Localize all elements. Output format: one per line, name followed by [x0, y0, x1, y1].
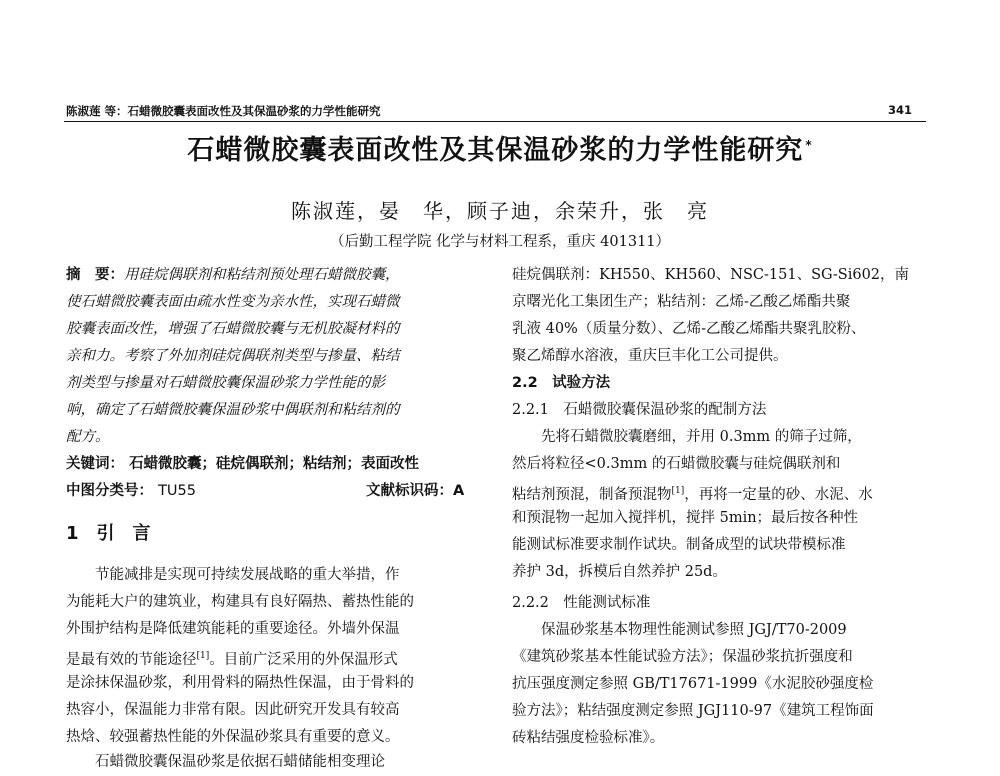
materials-line: 乳液 40%（质量分数）、乙烯-乙酸乙烯酯共聚乳胶粉、	[512, 321, 866, 337]
section-heading-introduction: 1 引 言	[66, 523, 151, 544]
intro-line: 节能减排是实现可持续发展战略的重大举措，作	[66, 567, 400, 583]
citation: [1]	[196, 651, 210, 661]
running-head: 陈淑莲 等：石蜡微胶囊表面改性及其保温砂浆的力学性能研究	[66, 104, 381, 118]
standards-line: 验方法》；粘结强度测定参照 JGJ110-97《建筑工程饰面	[512, 703, 874, 719]
abstract-line: 使石蜡微胶囊表面由疏水性变为亲水性，实现石蜡微	[66, 294, 400, 310]
materials-line: 硅烷偶联剂：KH550、KH560、NSC-151、SG-Si602，南	[512, 267, 910, 283]
abstract-label: 摘 要：	[66, 267, 124, 283]
prep-line: 和预混物一起加入搅拌机，搅拌 5min；最后按各种性	[512, 510, 859, 526]
intro-line: 是最有效的节能途径[1]。目前广泛采用的外保温形式	[66, 651, 398, 668]
section-heading-2-2-1: 2.2.1 石蜡微胶囊保温砂浆的配制方法	[512, 402, 767, 418]
standards-line: 砖粘结强度检验标准》。	[512, 730, 665, 746]
materials-line: 京曙光化工集团生产；粘结剂：乙烯-乙酸乙烯酯共聚	[512, 294, 851, 310]
intro-line: 为能耗大户的建筑业，构建具有良好隔热、蓄热性能的	[66, 594, 414, 610]
abstract-line: 剂类型与掺量对石蜡微胶囊保温砂浆力学性能的影	[66, 375, 385, 391]
affiliation: （后勤工程学院 化学与材料工程系，重庆 401311）	[329, 234, 671, 250]
prep-line: 先将石蜡微胶囊磨细，并用 0.3mm 的筛子过筛，	[512, 429, 862, 445]
standards-line: 保温砂浆基本物理性能测试参照 JGJ/T70-2009	[512, 622, 847, 638]
standards-line: 《建筑砂浆基本性能试验方法》；保温砂浆抗折强度和	[512, 649, 853, 665]
prep-line: 能测试标准要求制作试块。制备成型的试块带模标准	[512, 537, 846, 553]
classification-value: TU55	[158, 483, 196, 499]
intro-line-partial: 石蜡微胶囊保温砂浆是依据石蜡储能相变理论	[66, 754, 385, 770]
materials-line: 聚乙烯醇水溶液，重庆巨丰化工公司提供。	[512, 348, 788, 364]
authors: 陈淑莲，晏 华，顾子迪，余荣升，张 亮	[291, 199, 709, 223]
intro-line: 热容小，保温能力非常有限。因此研究开发具有较高	[66, 702, 400, 718]
abstract-line-1: 摘 要：用硅烷偶联剂和粘结剂预处理石蜡微胶囊，	[66, 267, 400, 283]
keywords-label: 关键词：	[66, 456, 124, 472]
page-number: 341	[888, 103, 913, 117]
paper-title	[62, 128, 938, 167]
document-code: 文献标识码：A	[366, 483, 465, 499]
section-heading-2-2-2: 2.2.2 性能测试标准	[512, 595, 651, 611]
intro-line: 外围护结构是降低建筑能耗的重要途径。外墙外保温	[66, 621, 400, 637]
abstract-line: 响，确定了石蜡微胶囊保温砂浆中偶联剂和粘结剂的	[66, 402, 400, 418]
abstract-line: 配方。	[66, 429, 110, 445]
section-heading-2-2: 2.2 试验方法	[512, 375, 611, 391]
prep-line: 然后将粒径<0.3mm 的石蜡微胶囊与硅烷偶联剂和	[512, 456, 841, 472]
prep-line: 养护 3d，拆模后自然养护 25d。	[512, 564, 727, 580]
title-footnote-mark: *	[805, 138, 813, 152]
prep-line: 粘结剂预混，制备预混物[1]，再将一定量的砂、水泥、水	[512, 486, 873, 503]
citation: [1]	[671, 486, 685, 496]
header-rule	[64, 121, 926, 122]
abstract-line: 胶囊表面改性，增强了石蜡微胶囊与无机胶凝材料的	[66, 321, 400, 337]
keywords-text: 石蜡微胶囊；硅烷偶联剂；粘结剂；表面改性	[129, 456, 420, 472]
standards-line: 抗压强度测定参照 GB/T17671-1999《水泥胶砂强度检	[512, 676, 874, 692]
abstract-line: 亲和力。考察了外加剂硅烷偶联剂类型与掺量、粘结	[66, 348, 400, 364]
title-text: 石蜡微胶囊表面改性及其保温砂浆的力学性能研究	[187, 135, 804, 166]
classification: 中图分类号： TU55	[66, 483, 196, 499]
intro-line: 热焓、较强蓄热性能的外保温砂浆具有重要的意义。	[66, 729, 400, 745]
intro-line: 是涂抹保温砂浆，利用骨料的隔热性保温，由于骨料的	[66, 675, 414, 691]
keywords	[66, 451, 419, 478]
